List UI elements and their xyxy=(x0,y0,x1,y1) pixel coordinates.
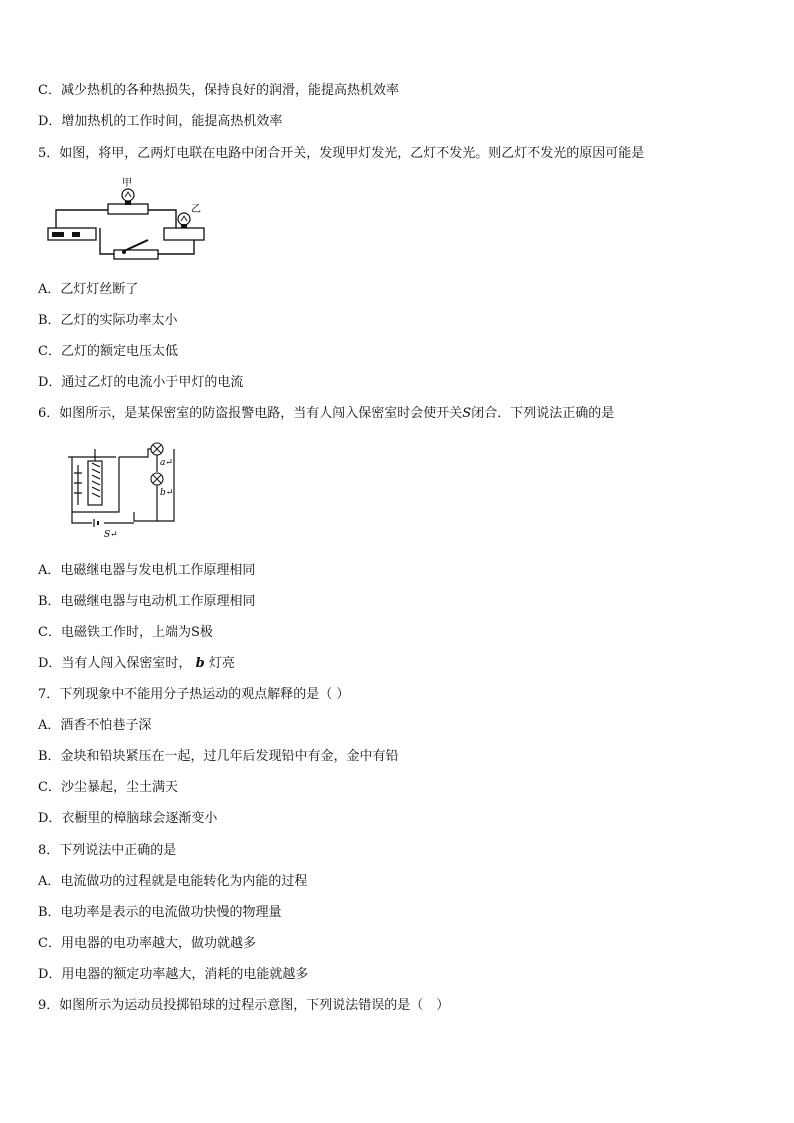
option-6d: D．当有人闯入保密室时， b 灯亮 xyxy=(38,656,235,671)
option-7d: D．衣橱里的樟脑球会逐渐变小 xyxy=(38,811,218,826)
option-8c: C．用电器的电功率越大，做功就越多 xyxy=(38,936,256,951)
option-5d: D．通过乙灯的电流小于甲灯的电流 xyxy=(38,375,244,390)
option-5c: C．乙灯的额定电压太低 xyxy=(38,344,178,359)
option-6b: B．电磁继电器与电动机工作原理相同 xyxy=(38,594,256,609)
option-7b: B．金块和铅块紧压在一起，过几年后发现铅中有金，金中有铅 xyxy=(38,749,399,764)
option-5b: B．乙灯的实际功率太小 xyxy=(38,313,178,328)
question-6: 6．如图所示，是某保密室的防盗报警电路，当有人闯入保密室时会使开关S闭合．下列说法正确的是 xyxy=(38,406,615,421)
lamp-yi-label: 乙 xyxy=(191,204,201,215)
lamp-a-label: a↵ xyxy=(160,458,173,468)
lamp-b-label: b↵ xyxy=(160,488,174,498)
question-5: 5．如图，将甲，乙两灯电联在电路中闭合开关，发现甲灯发光，乙灯不发光。则乙灯不发光的原因可能是 xyxy=(38,146,645,161)
circuit-figure-6 xyxy=(64,437,188,541)
question-7: 7．下列现象中不能用分子热运动的观点解释的是（ ） xyxy=(38,687,350,702)
circuit-figure-5 xyxy=(44,176,208,266)
option-5a: A．乙灯灯丝断了 xyxy=(38,282,139,297)
lamp-jia-label: 甲 xyxy=(122,178,132,189)
option-8a: A．电流做功的过程就是电能转化为内能的过程 xyxy=(38,874,308,889)
question-9: 9．如图所示为运动员投掷铅球的过程示意图，下列说法错误的是（ ） xyxy=(38,998,450,1013)
option-8b: B．电功率是表示的电流做功快慢的物理量 xyxy=(38,905,282,920)
option-8d: D．用电器的额定功率越大，消耗的电能就越多 xyxy=(38,967,309,982)
switch-s-label: S↵ xyxy=(104,530,118,540)
line-d-heat-engine: D．增加热机的工作时间，能提高热机效率 xyxy=(38,114,283,129)
option-6a: A．电磁继电器与发电机工作原理相同 xyxy=(38,563,256,578)
option-7c: C．沙尘暴起，尘土满天 xyxy=(38,780,178,795)
option-7a: A．酒香不怕巷子深 xyxy=(38,718,152,733)
option-6c: C．电磁铁工作时，上端为S极 xyxy=(38,625,213,640)
question-8: 8．下列说法中正确的是 xyxy=(38,843,177,858)
line-c-heat-engine: C．减少热机的各种热损失，保持良好的润滑，能提高热机效率 xyxy=(38,83,399,98)
